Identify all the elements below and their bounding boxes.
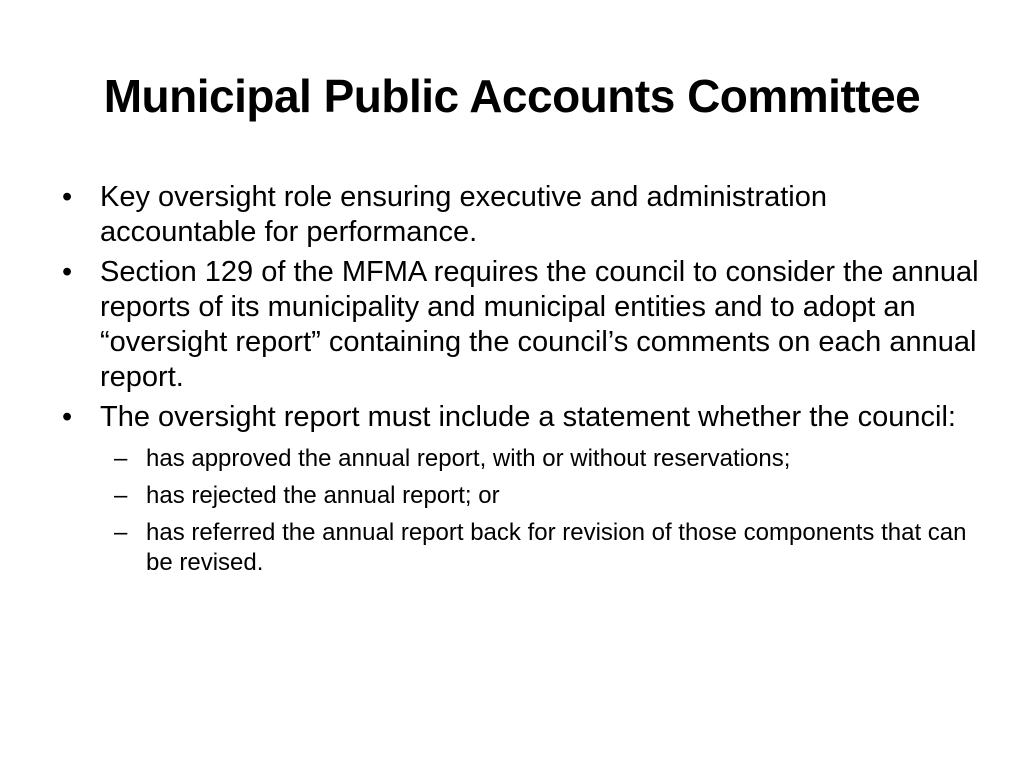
sub-bullet-text: has referred the annual report back for revision of those components that can be revised. — [146, 519, 967, 576]
sub-bullet-list — [100, 444, 982, 578]
bullet-list — [62, 180, 982, 585]
bullet-item — [62, 180, 982, 250]
bullet-text: Key oversight role ensuring executive and administration accountable for performance. — [100, 181, 828, 248]
slide-title: Municipal Public Accounts Committee — [103, 70, 921, 122]
sub-bullet-item — [100, 518, 982, 578]
sub-bullet-text: has rejected the annual report; or — [146, 482, 500, 509]
bullet-marker: • — [62, 256, 73, 288]
sub-bullet-item — [100, 444, 982, 474]
sub-bullet-text: has approved the annual report, with or without reservations; — [146, 445, 791, 472]
bullet-item — [62, 400, 982, 578]
bullet-item — [62, 255, 982, 395]
sub-bullet-marker: – — [114, 445, 128, 472]
sub-bullet-item — [100, 481, 982, 511]
sub-bullet-marker: – — [114, 482, 128, 509]
bullet-text: The oversight report must include a statement whether the council: — [100, 401, 956, 433]
bullet-text: Section 129 of the MFMA requires the council to consider the annual reports of its municipality and municipal entities and to adopt an “oversight report” containing the council’s comments on each annual report. — [100, 256, 979, 393]
bullet-marker: • — [62, 181, 73, 213]
bullet-marker: • — [62, 401, 73, 433]
sub-bullet-marker: – — [114, 519, 128, 546]
